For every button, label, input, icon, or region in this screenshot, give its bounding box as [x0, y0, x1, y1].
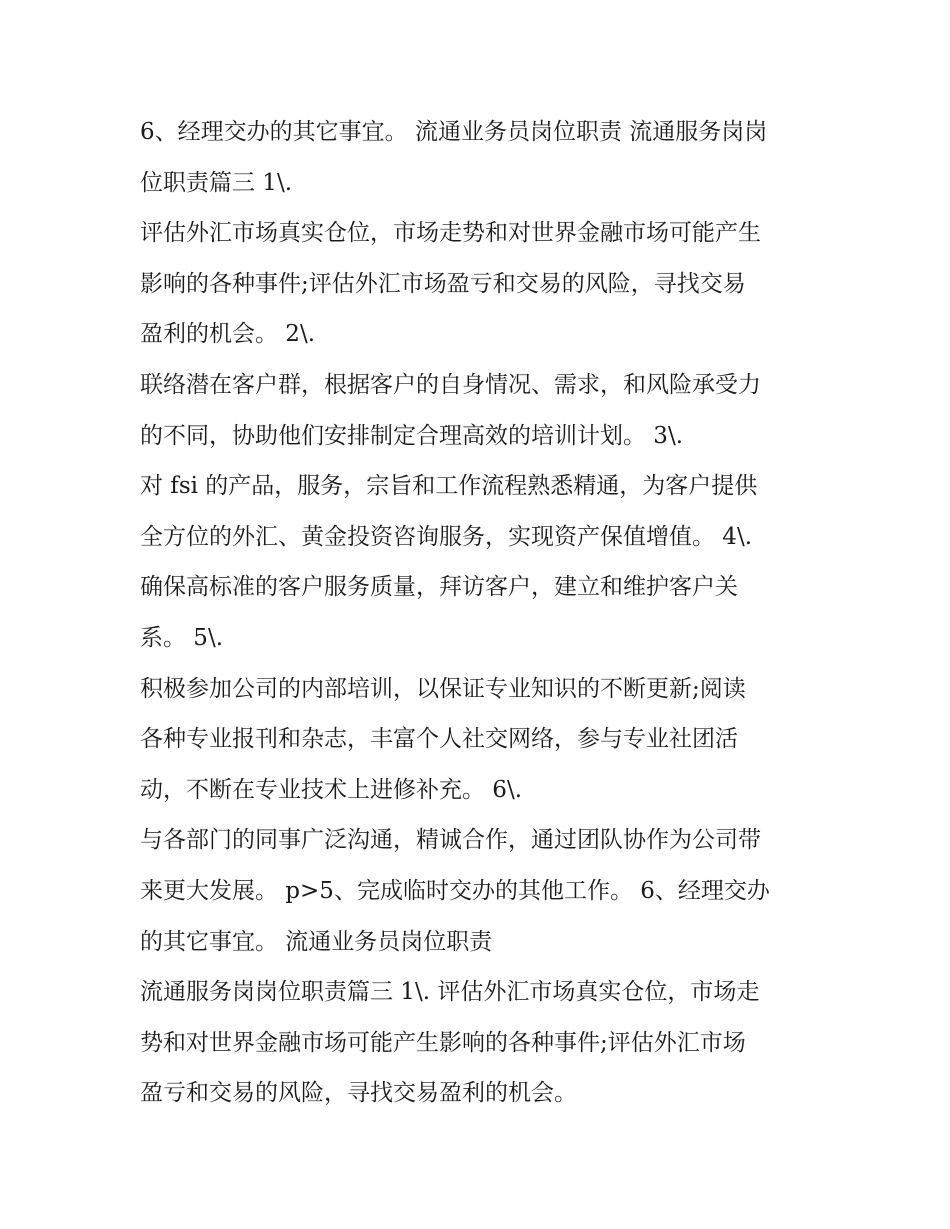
text-line: 与各部门的同事广泛沟通，精诚合作，通过团队协作为公司带 — [140, 827, 761, 854]
text-line: 评估外汇市场真实仓位，市场走势和对世界金融市场可能产生 — [140, 220, 761, 247]
text-line: 影响的各种事件;评估外汇市场盈亏和交易的风险，寻找交易 — [140, 270, 746, 297]
text-line: 流通服务岗岗位职责篇三 1\. 评估外汇市场真实仓位，市场走 — [140, 979, 760, 1006]
text-line: 盈亏和交易的风险，寻找交易盈利的机会。 — [140, 1080, 577, 1107]
text-line: 对 fsi 的产品，服务，宗旨和工作流程熟悉精通，为客户提供 — [140, 473, 758, 500]
text-line: 的不同，协助他们安排制定合理高效的培训计划。 3\. — [140, 422, 684, 449]
text-line: 动，不断在专业技术上进修补充。 6\. — [140, 776, 523, 803]
text-line: 盈利的机会。 2\. — [140, 321, 316, 348]
text-line: 系。 5\. — [140, 624, 224, 651]
text-line: 的其它事宜。 流通业务员岗位职责 — [140, 928, 493, 955]
text-line: 来更大发展。 p>5、完成临时交办的其他工作。 6、经理交办 — [140, 877, 770, 904]
text-line: 各种专业报刊和杂志，丰富个人社交网络，参与专业社团活 — [140, 726, 738, 753]
text-line: 位职责篇三 1\. — [140, 169, 293, 196]
text-line: 确保高标准的客户服务质量，拜访客户，建立和维护客户关 — [140, 574, 738, 601]
text-line: 联络潜在客户群，根据客户的自身情况、需求，和风险承受力 — [140, 371, 761, 398]
text-line: 势和对世界金融市场可能产生影响的各种事件;评估外汇市场 — [140, 1029, 746, 1056]
text-line: 全方位的外汇、黄金投资咨询服务，实现资产保值增值。 4\. — [140, 523, 753, 550]
text-line: 积极参加公司的内部培训，以保证专业知识的不断更新;阅读 — [140, 675, 746, 702]
document-body-text — [140, 107, 820, 1119]
text-line: 6、经理交办的其它事宜。 流通业务员岗位职责 流通服务岗岗 — [140, 119, 768, 145]
